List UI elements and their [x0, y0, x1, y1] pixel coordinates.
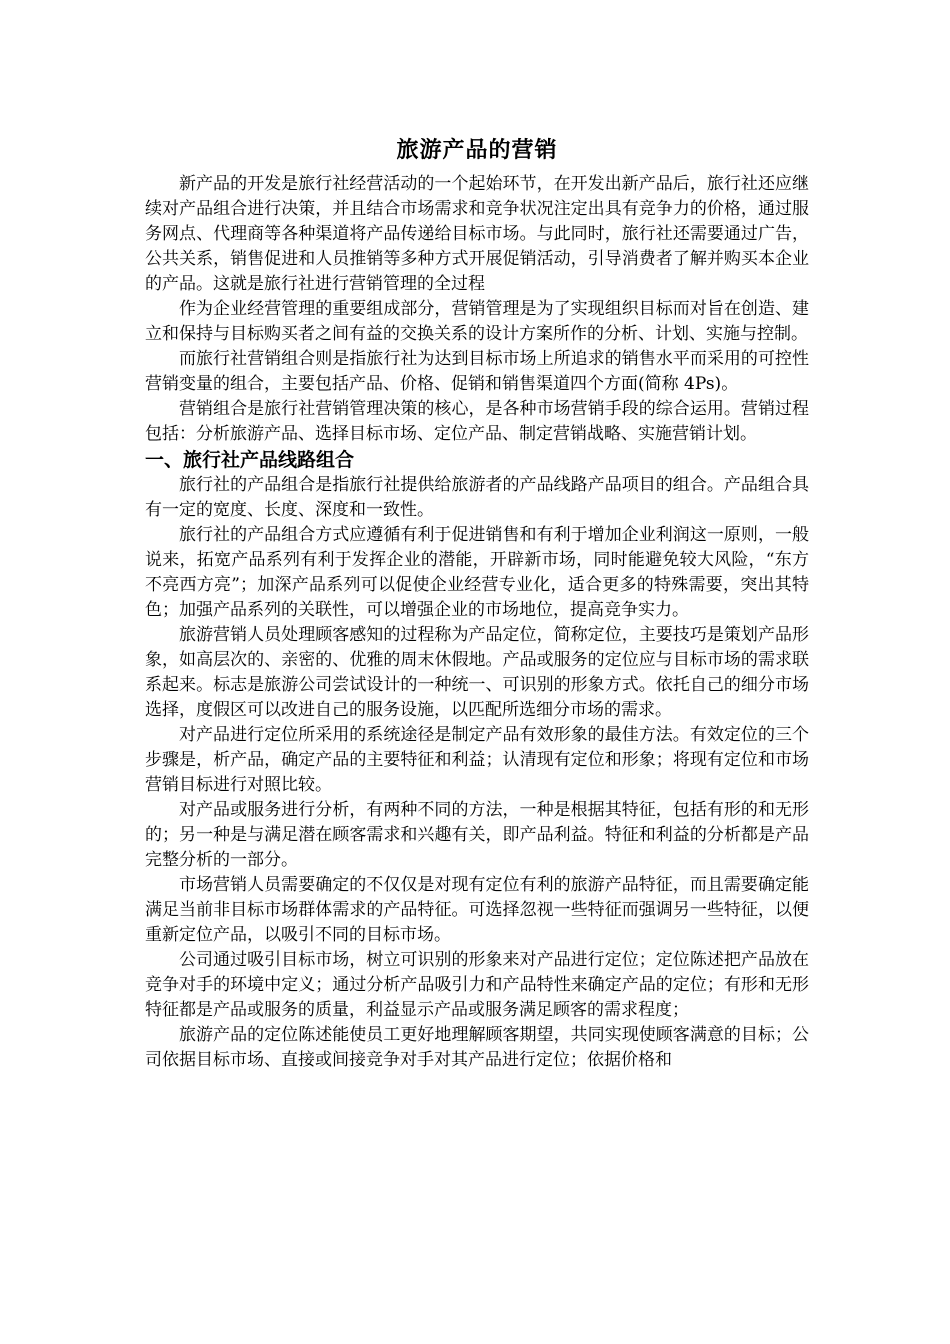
section-heading: 一、旅行社产品线路组合: [145, 449, 355, 471]
intro-paragraph: 营销组合是旅行社营销管理决策的核心，是各种市场营销手段的综合运用。营销过程包括：分析旅游产品、选择目标市场、定位产品、制定营销战略、实施营销计划。: [145, 399, 809, 444]
section-paragraph: 旅行社的产品组合方式应遵循有利于促进销售和有利于增加企业利润这一原则，一般说来，拓宽产品系列有利于发挥企业的潜能，开辟新市场，同时能避免较大风险，“东方不亮西方亮”；加深产品系列可以促使企业经营专业化，适合更多的特殊需要，突出其特色；加强产品系列的关联性，可以增强企业的市场地位，提高竞争实力。: [145, 525, 809, 620]
section-paragraph: 市场营销人员需要确定的不仅仅是对现有定位有利的旅游产品特征，而且需要确定能满足当前非目标市场群体需求的产品特征。可选择忽视一些特征而强调另一些特征，以便重新定位产品，以吸引不同的目标市场。: [145, 875, 809, 945]
document-page: [145, 130, 809, 1073]
section-paragraph: 对产品进行定位所采用的系统途径是制定产品有效形象的最佳方法。有效定位的三个步骤是，析产品，确定产品的主要特征和利益；认清现有定位和形象；将现有定位和市场营销目标进行对照比较。: [145, 725, 809, 795]
section-paragraph: 公司通过吸引目标市场，树立可识别的形象来对产品进行定位；定位陈述把产品放在竞争对手的环境中定义；通过分析产品吸引力和产品特性来确定产品的定位；有形和无形特征都是产品或服务的质量，利益显示产品或服务满足顾客的需求程度；: [145, 950, 809, 1020]
document-title: 旅游产品的营销: [396, 137, 558, 163]
intro-paragraph: 新产品的开发是旅行社经营活动的一个起始环节，在开发出新产品后，旅行社还应继续对产品组合进行决策，并且结合市场需求和竞争状况注定出具有竞争力的价格，通过服务网点、代理商等各种渠道将产品传递给目标市场。与此同时，旅行社还需要通过广告，公共关系，销售促进和人员推销等多种方式开展促销活动，引导消费者了解并购买本企业的产品。这就是旅行社进行营销管理的全过程: [145, 174, 809, 294]
intro-paragraph: 而旅行社营销组合则是指旅行社为达到目标市场上所追求的销售水平而采用的可控性营销变量的组合，主要包括产品、价格、促销和销售渠道四个方面(简称 4Ps)。: [145, 349, 809, 394]
section-paragraph: 旅游营销人员处理顾客感知的过程称为产品定位，简称定位，主要技巧是策划产品形象，如高层次的、亲密的、优雅的周末休假地。产品或服务的定位应与目标市场的需求联系起来。标志是旅游公司尝试设计的一种统一、可识别的形象方式。依托自己的细分市场选择，度假区可以改进自己的服务设施，以匹配所选细分市场的需求。: [145, 625, 809, 720]
intro-paragraph: 作为企业经营管理的重要组成部分，营销管理是为了实现组织目标而对旨在创造、建立和保持与目标购买者之间有益的交换关系的设计方案所作的分析、计划、实施与控制。: [145, 299, 809, 344]
section-paragraph: 旅游产品的定位陈述能使员工更好地理解顾客期望，共同实现使顾客满意的目标；公司依据目标市场、直接或间接竞争对手对其产品进行定位；依据价格和: [145, 1025, 809, 1070]
section-paragraph: 旅行社的产品组合是指旅行社提供给旅游者的产品线路产品项目的组合。产品组合具有一定的宽度、长度、深度和一致性。: [145, 475, 809, 520]
section-paragraph: 对产品或服务进行分析，有两种不同的方法，一种是根据其特征，包括有形的和无形的；另一种是与满足潜在顾客需求和兴趣有关，即产品利益。特征和利益的分析都是产品完整分析的一部分。: [145, 800, 809, 870]
